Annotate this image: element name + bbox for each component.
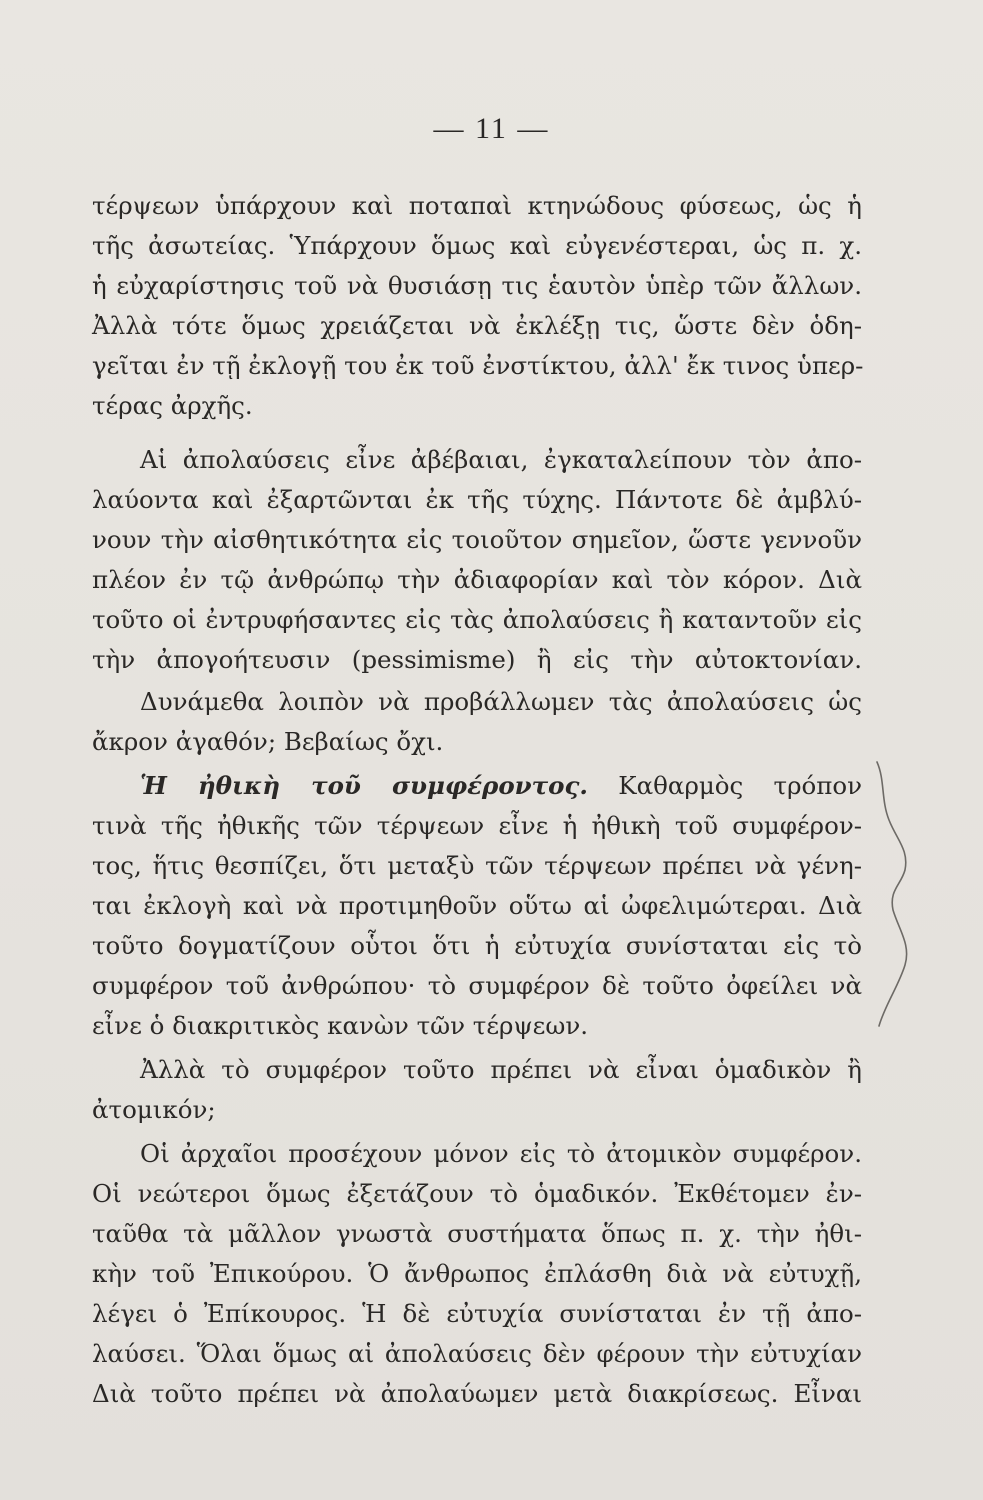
text-line: ται ἐκλογὴ καὶ νὰ προτιμηθοῦν οὕτω αἱ ὠφελιμώτεραι. Διὰ [92, 891, 862, 920]
section-heading-line [140, 766, 862, 806]
text-line: τὴν ἀπογοήτευσιν (pessimisme) ἢ εἰς τὴν αὐτοκτονίαν. [92, 645, 862, 674]
text-line: τος, ἥτις θεσπίζει, ὅτι μεταξὺ τῶν τέρψεων πρέπει νὰ γένη- [92, 851, 862, 880]
text-line: ἀτομικόν; [92, 1095, 216, 1124]
text-line: συμφέρον τοῦ ἀνθρώπου· τὸ συμφέρον δὲ τοῦτο ὀφείλει νὰ [92, 971, 862, 1000]
pencil-bracket-mark [875, 760, 915, 1030]
text-line: ἡ εὐχαρίστησις τοῦ νὰ θυσιάσῃ τις ἑαυτὸν ὑπὲρ τῶν ἄλλων. [92, 271, 862, 300]
text-line: Αἱ ἀπολαύσεις εἶνε ἀβέβαιαι, ἐγκαταλείπουν τὸν ἀπο- [140, 445, 862, 474]
text-line: Ἀλλὰ τὸ συμφέρον τοῦτο πρέπει νὰ εἶναι ὁμαδικὸν ἢ [140, 1055, 862, 1084]
text-line: κὴν τοῦ Ἐπικούρου. Ὁ ἄνθρωπος ἐπλάσθη διὰ νὰ εὐτυχῇ, [92, 1259, 862, 1288]
text-line: εἶνε ὁ διακριτικὸς κανὼν τῶν τέρψεων. [92, 1011, 589, 1040]
text-line: ταῦθα τὰ μᾶλλον γνωστὰ συστήματα ὅπως π. χ. τὴν ἠθι- [92, 1219, 862, 1248]
page-number: — 11 — [433, 112, 550, 145]
text-line: Οἱ νεώτεροι ὅμως ἐξετάζουν τὸ ὁμαδικόν. Ἐκθέτομεν ἐν- [92, 1179, 862, 1208]
text-line: τοῦτο δογματίζουν οὗτοι ὅτι ἡ εὐτυχία συνίσταται εἰς τὸ [92, 931, 862, 960]
text-line: τέρας ἀρχῆς. [92, 391, 253, 420]
text-line: λαύοντα καὶ ἐξαρτῶνται ἐκ τῆς τύχης. Πάντοτε δὲ ἀμβλύ- [92, 485, 862, 514]
text-line: τοῦτο οἱ ἐντρυφήσαντες εἰς τὰς ἀπολαύσεις ἢ καταντοῦν εἰς [92, 605, 862, 634]
text-line: Δυνάμεθα λοιπὸν νὰ προβάλλωμεν τὰς ἀπολαύσεις ὡς [140, 687, 862, 716]
text-line: Καθαρμὸς τρόπον [618, 771, 863, 800]
text-line: Ἀλλὰ τότε ὅμως χρειάζεται νὰ ἐκλέξῃ τις, ὥστε δὲν ὁδη- [92, 311, 862, 340]
text-line: τέρψεων ὑπάρχουν καὶ ποταπαὶ κτηνώδους φύσεως, ὡς ἡ [92, 191, 862, 220]
text-line: Οἱ ἀρχαῖοι προσέχουν μόνον εἰς τὸ ἀτομικὸν συμφέρον. [140, 1139, 862, 1168]
text-line: Διὰ τοῦτο πρέπει νὰ ἀπολαύωμεν μετὰ διακρίσεως. Εἶναι [92, 1379, 862, 1408]
text-line: λέγει ὁ Ἐπίκουρος. Ἡ δὲ εὐτυχία συνίσταται ἐν τῇ ἀπο- [92, 1299, 862, 1328]
text-line: ἄκρον ἀγαθόν; Βεβαίως ὄχι. [92, 727, 444, 756]
text-line: λαύσει. Ὅλαι ὅμως αἱ ἀπολαύσεις δὲν φέρουν τὴν εὐτυχίαν [92, 1339, 862, 1368]
text-line: γεῖται ἐν τῇ ἐκλογῇ του ἐκ τοῦ ἐνστίκτου, ἀλλ' ἔκ τινος ὑπερ- [92, 351, 864, 380]
section-heading: Ἡ ἠθικὴ τοῦ συμφέροντος. [140, 771, 588, 800]
text-line: πλέον ἐν τῷ ἀνθρώπῳ τὴν ἀδιαφορίαν καὶ τὸν κόρον. Διὰ [92, 565, 862, 594]
text-line: τῆς ἀσωτείας. Ὑπάρχουν ὅμως καὶ εὐγενέστεραι, ὡς π. χ. [92, 231, 862, 260]
text-line: τινὰ τῆς ἠθικῆς τῶν τέρψεων εἶνε ἡ ἠθικὴ τοῦ συμφέρον- [92, 811, 862, 840]
text-line: νουν τὴν αἰσθητικότητα εἰς τοιοῦτον σημεῖον, ὥστε γεννοῦν [92, 525, 862, 554]
